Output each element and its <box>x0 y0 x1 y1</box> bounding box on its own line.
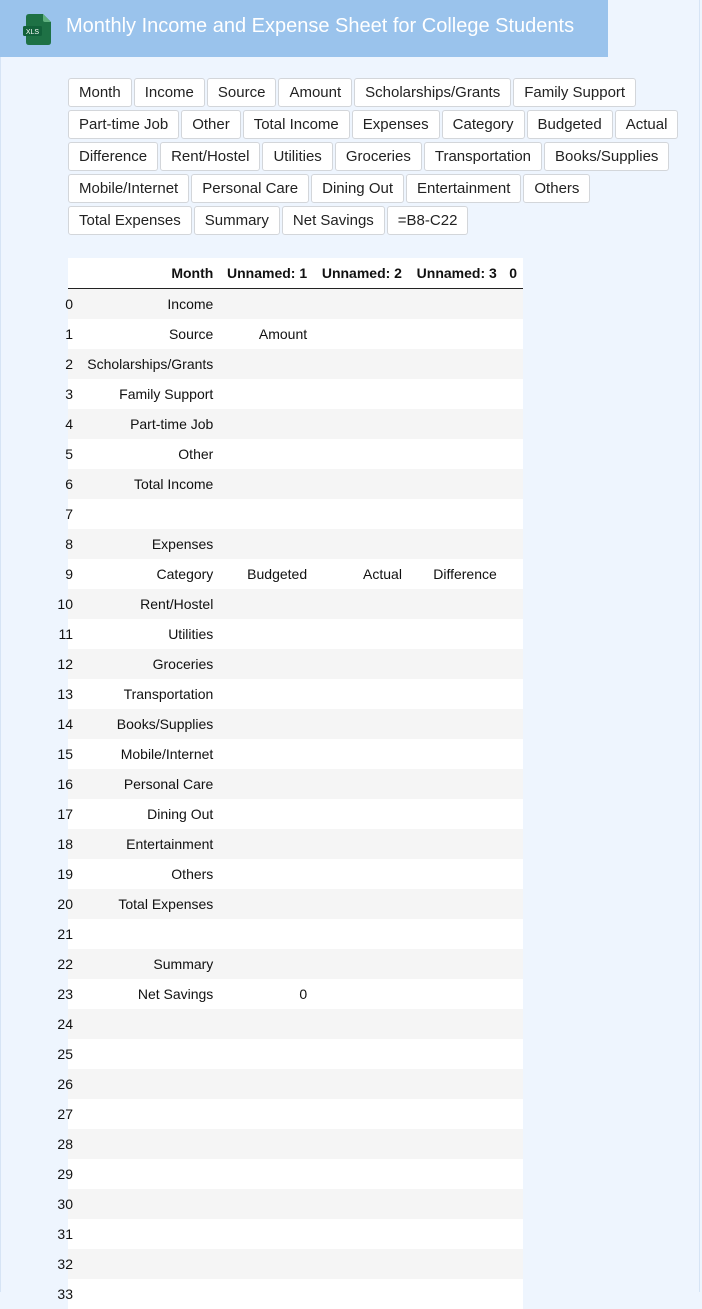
table-cell <box>503 529 523 559</box>
svg-text:XLS: XLS <box>25 29 40 36</box>
table-cell <box>503 289 523 319</box>
table-cell: Utilities <box>168 625 214 642</box>
table-cell: Entertainment <box>126 835 214 852</box>
table-cell <box>313 709 408 739</box>
column-chip[interactable]: Month <box>68 78 132 107</box>
column-chip[interactable]: Other <box>181 110 241 139</box>
table-cell <box>313 289 408 319</box>
row-index-label: 14 <box>57 715 73 732</box>
row-index-label: 32 <box>57 1255 73 1272</box>
row-index-label: 7 <box>65 505 73 522</box>
table-cell <box>408 799 503 829</box>
table-cell: Summary <box>153 955 214 972</box>
table-cell <box>408 499 503 529</box>
table-row <box>68 439 523 469</box>
table-cell <box>74 1099 219 1129</box>
title-bar <box>0 0 608 57</box>
table-cell <box>408 739 503 769</box>
spreadsheet-file-icon <box>23 14 51 45</box>
table-cell <box>74 1159 219 1189</box>
table-cell: Rent/Hostel <box>140 595 214 612</box>
table-cell <box>503 589 523 619</box>
table-cell <box>219 649 313 679</box>
table-row <box>68 949 523 979</box>
table-cell <box>408 889 503 919</box>
table-cell <box>313 349 408 379</box>
table-cell <box>219 1159 313 1189</box>
table-cell <box>313 1279 408 1309</box>
table-cell <box>313 859 408 889</box>
column-chip[interactable]: Amount <box>278 78 352 107</box>
table-cell: Personal Care <box>123 775 214 792</box>
row-index-label: 9 <box>65 565 73 582</box>
column-chip[interactable]: =B8-C22 <box>387 206 469 235</box>
column-chip[interactable]: Actual <box>615 110 679 139</box>
table-cell <box>503 1159 523 1189</box>
table-cell <box>313 469 408 499</box>
table-cell <box>408 979 503 1009</box>
table-cell <box>219 289 313 319</box>
table-row <box>68 1189 523 1219</box>
table-cell <box>408 1129 503 1159</box>
table-cell <box>503 1129 523 1159</box>
table-cell <box>503 769 523 799</box>
column-header-cell: Unnamed: 3 <box>408 258 503 289</box>
table-cell <box>503 709 523 739</box>
table-row <box>68 559 523 589</box>
row-index-label: 33 <box>57 1285 73 1302</box>
table-row <box>68 1159 523 1189</box>
column-chip[interactable]: Others <box>523 174 590 203</box>
table-cell <box>219 619 313 649</box>
row-index-label: 15 <box>57 745 73 762</box>
table-cell <box>313 799 408 829</box>
table-cell <box>408 349 503 379</box>
table-cell <box>503 619 523 649</box>
column-chip[interactable]: Difference <box>68 142 158 171</box>
table-row <box>68 409 523 439</box>
table-cell <box>313 1249 408 1279</box>
table-row <box>68 1069 523 1099</box>
table-cell <box>503 1219 523 1249</box>
table-cell <box>408 1099 503 1129</box>
table-cell <box>74 499 219 529</box>
table-cell <box>219 1009 313 1039</box>
table-cell <box>219 919 313 949</box>
table-cell <box>313 1189 408 1219</box>
table-cell <box>503 1009 523 1039</box>
table-cell: Scholarships/Grants <box>87 355 214 372</box>
table-cell <box>313 439 408 469</box>
table-cell <box>219 379 313 409</box>
table-cell <box>503 499 523 529</box>
table-cell <box>219 769 313 799</box>
table-cell <box>408 1279 503 1309</box>
row-index-label: 13 <box>57 685 73 702</box>
table-cell: Income <box>167 295 214 312</box>
table-cell <box>313 679 408 709</box>
table-cell <box>313 1039 408 1069</box>
table-cell <box>503 949 523 979</box>
table-row <box>68 619 523 649</box>
table-cell: Category <box>156 565 214 582</box>
row-index-label: 23 <box>57 985 73 1002</box>
row-index-label: 5 <box>65 445 73 462</box>
table-cell <box>408 679 503 709</box>
table-cell <box>219 859 313 889</box>
table-row <box>68 1009 523 1039</box>
row-index-label: 11 <box>58 625 73 642</box>
table-cell <box>503 379 523 409</box>
table-cell <box>219 679 313 709</box>
table-cell <box>313 919 408 949</box>
table-cell <box>503 1099 523 1129</box>
row-index-label: 0 <box>65 295 73 312</box>
table-row <box>68 1099 523 1129</box>
table-cell <box>503 979 523 1009</box>
table-row <box>68 679 523 709</box>
table-cell <box>503 1189 523 1219</box>
table-cell: Books/Supplies <box>116 715 214 732</box>
table-cell <box>408 859 503 889</box>
table-cell <box>219 409 313 439</box>
table-cell <box>408 409 503 439</box>
column-chip[interactable]: Mobile/Internet <box>68 174 189 203</box>
row-index-label: 20 <box>57 895 73 912</box>
row-index-label: 26 <box>57 1075 73 1092</box>
table-row <box>68 709 523 739</box>
table-cell <box>503 1249 523 1279</box>
table-row <box>68 889 523 919</box>
table-row <box>68 349 523 379</box>
column-chip[interactable]: Groceries <box>335 142 422 171</box>
table-row <box>68 859 523 889</box>
table-cell: Expenses <box>151 535 214 552</box>
table-row <box>68 1279 523 1309</box>
table-body <box>57 289 523 1309</box>
row-index-label: 4 <box>65 415 73 432</box>
table-cell <box>313 1009 408 1039</box>
table-cell <box>313 1159 408 1189</box>
table-cell <box>219 439 313 469</box>
table-row <box>68 799 523 829</box>
table-cell <box>219 739 313 769</box>
column-chip[interactable]: Total Income <box>243 110 350 139</box>
table-cell: Part-time Job <box>130 415 214 432</box>
table-cell <box>503 1069 523 1099</box>
column-chip[interactable]: Books/Supplies <box>544 142 669 171</box>
table-cell <box>503 349 523 379</box>
table-cell <box>408 949 503 979</box>
data-table <box>57 258 523 1309</box>
row-index-label: 2 <box>65 355 73 372</box>
table-cell <box>313 949 408 979</box>
table-cell <box>313 829 408 859</box>
table-cell: Actual <box>363 565 402 582</box>
column-chip[interactable]: Part-time Job <box>68 110 179 139</box>
table-cell <box>408 1069 503 1099</box>
table-cell <box>313 739 408 769</box>
column-chip[interactable]: Source <box>207 78 277 107</box>
table-cell <box>219 709 313 739</box>
table-cell <box>503 1039 523 1069</box>
table-cell <box>219 1039 313 1069</box>
table-cell <box>219 529 313 559</box>
table-cell <box>503 859 523 889</box>
table-cell <box>219 1189 313 1219</box>
column-header-cell: Unnamed: 1 <box>219 258 313 289</box>
table-cell <box>219 799 313 829</box>
table-cell <box>313 1069 408 1099</box>
table-cell <box>503 559 523 589</box>
column-chip[interactable]: Total Expenses <box>68 206 192 235</box>
table-row <box>68 1129 523 1159</box>
row-index-label: 3 <box>65 385 73 402</box>
row-index-label: 19 <box>57 865 73 882</box>
table-cell <box>313 589 408 619</box>
table-cell <box>74 1129 219 1159</box>
column-chip[interactable]: Summary <box>194 206 280 235</box>
table-cell <box>219 1219 313 1249</box>
table-cell <box>313 1129 408 1159</box>
row-index-label: 16 <box>57 775 73 792</box>
table-row <box>68 529 523 559</box>
table-cell <box>503 469 523 499</box>
column-chip[interactable]: Net Savings <box>282 206 385 235</box>
table-row <box>68 289 523 319</box>
table-cell <box>408 379 503 409</box>
table-cell: Budgeted <box>247 565 308 582</box>
row-index-label: 31 <box>57 1225 73 1242</box>
table-cell <box>408 829 503 859</box>
column-chip[interactable]: Transportation <box>424 142 542 171</box>
data-table-container <box>57 258 523 1309</box>
table-cell <box>219 469 313 499</box>
table-cell <box>313 409 408 439</box>
table-cell <box>503 919 523 949</box>
table-cell: Others <box>171 865 214 882</box>
table-cell <box>74 1039 219 1069</box>
table-cell <box>313 499 408 529</box>
row-index-label: 1 <box>65 325 73 342</box>
row-index-label: 30 <box>57 1195 73 1212</box>
table-cell <box>503 1279 523 1309</box>
column-chip[interactable]: Category <box>442 110 525 139</box>
table-cell <box>313 889 408 919</box>
table-cell <box>408 469 503 499</box>
table-cell <box>408 649 503 679</box>
table-cell <box>503 829 523 859</box>
table-cell <box>313 619 408 649</box>
table-cell <box>408 1009 503 1039</box>
row-index-label: 6 <box>65 475 73 492</box>
row-index-label: 24 <box>57 1015 73 1032</box>
row-index-label: 8 <box>65 535 73 552</box>
table-row <box>68 829 523 859</box>
table-cell <box>408 289 503 319</box>
column-chip[interactable]: Entertainment <box>406 174 521 203</box>
row-index-label: 25 <box>57 1045 73 1062</box>
table-row <box>68 979 523 1009</box>
table-cell <box>408 319 503 349</box>
table-cell: Groceries <box>152 655 214 672</box>
table-row <box>68 589 523 619</box>
table-cell <box>408 919 503 949</box>
table-cell <box>503 649 523 679</box>
table-cell: Total Income <box>133 475 214 492</box>
row-index-label: 12 <box>57 655 73 672</box>
table-cell <box>74 1009 219 1039</box>
table-cell <box>408 589 503 619</box>
row-index-label: 28 <box>57 1135 73 1152</box>
table-cell <box>313 379 408 409</box>
row-index-label: 10 <box>57 595 73 612</box>
table-cell <box>313 649 408 679</box>
table-cell <box>408 619 503 649</box>
table-cell <box>74 1249 219 1279</box>
table-cell <box>313 319 408 349</box>
table-cell <box>408 1039 503 1069</box>
row-index-label: 21 <box>57 925 73 942</box>
column-header-cell: 0 <box>503 258 523 289</box>
table-cell <box>408 769 503 799</box>
table-cell <box>74 1069 219 1099</box>
table-cell <box>408 1159 503 1189</box>
column-chip[interactable]: Budgeted <box>527 110 613 139</box>
table-row <box>68 739 523 769</box>
table-cell: Difference <box>433 565 497 582</box>
table-cell <box>219 349 313 379</box>
table-cell <box>219 1069 313 1099</box>
table-cell <box>219 949 313 979</box>
table-cell <box>74 1219 219 1249</box>
table-cell: Net Savings <box>137 985 214 1002</box>
table-cell: 0 <box>299 985 308 1002</box>
table-cell <box>74 1189 219 1219</box>
table-row <box>68 499 523 529</box>
table-cell <box>313 1099 408 1129</box>
table-row <box>68 649 523 679</box>
row-index-label: 17 <box>57 805 73 822</box>
table-cell <box>503 439 523 469</box>
table-row <box>68 379 523 409</box>
table-header-row <box>68 258 523 289</box>
table-cell <box>219 1099 313 1129</box>
table-cell <box>74 1279 219 1309</box>
table-cell <box>219 889 313 919</box>
table-cell: Transportation <box>123 685 214 702</box>
column-chip[interactable]: Family Support <box>513 78 636 107</box>
table-cell <box>219 1129 313 1159</box>
table-cell <box>503 739 523 769</box>
table-cell <box>408 1189 503 1219</box>
column-chip[interactable]: Personal Care <box>191 174 309 203</box>
table-cell <box>313 979 408 1009</box>
table-cell <box>503 319 523 349</box>
table-row <box>68 919 523 949</box>
table-cell <box>219 589 313 619</box>
column-header-cell: Unnamed: 2 <box>313 258 408 289</box>
table-cell: Family Support <box>119 385 214 402</box>
column-chip[interactable]: Rent/Hostel <box>160 142 260 171</box>
table-cell <box>408 529 503 559</box>
table-row <box>68 1219 523 1249</box>
table-row <box>68 1249 523 1279</box>
table-cell <box>503 679 523 709</box>
table-row <box>68 319 523 349</box>
table-cell <box>503 889 523 919</box>
column-chip[interactable]: Scholarships/Grants <box>354 78 511 107</box>
column-chip[interactable]: Expenses <box>352 110 440 139</box>
row-index-label: 27 <box>57 1105 73 1122</box>
table-cell <box>313 1219 408 1249</box>
table-row <box>68 469 523 499</box>
column-chip[interactable]: Income <box>134 78 205 107</box>
table-cell <box>219 829 313 859</box>
table-cell <box>74 919 219 949</box>
column-header-cell: Month <box>74 258 219 289</box>
table-cell: Total Expenses <box>118 895 214 912</box>
table-cell <box>503 799 523 829</box>
row-index-label: 22 <box>57 955 73 972</box>
column-chip[interactable]: Utilities <box>262 142 332 171</box>
table-cell: Dining Out <box>147 805 214 822</box>
table-cell: Other <box>178 445 214 462</box>
page-title: Monthly Income and Expense Sheet for College Students <box>66 15 575 37</box>
table-cell <box>503 409 523 439</box>
table-cell <box>408 439 503 469</box>
column-chip-list <box>68 78 688 235</box>
row-index-label: 18 <box>57 835 73 852</box>
table-row <box>68 769 523 799</box>
table-cell: Mobile/Internet <box>120 745 214 762</box>
table-cell <box>408 1219 503 1249</box>
column-chip[interactable]: Dining Out <box>311 174 404 203</box>
row-index-label: 29 <box>57 1165 73 1182</box>
table-cell <box>219 1249 313 1279</box>
table-cell <box>313 529 408 559</box>
table-row <box>68 1039 523 1069</box>
table-cell <box>313 769 408 799</box>
table-cell <box>408 709 503 739</box>
table-cell <box>219 499 313 529</box>
table-cell: Source <box>168 325 214 342</box>
table-cell <box>219 1279 313 1309</box>
table-cell: Amount <box>258 325 308 342</box>
table-cell <box>408 1249 503 1279</box>
